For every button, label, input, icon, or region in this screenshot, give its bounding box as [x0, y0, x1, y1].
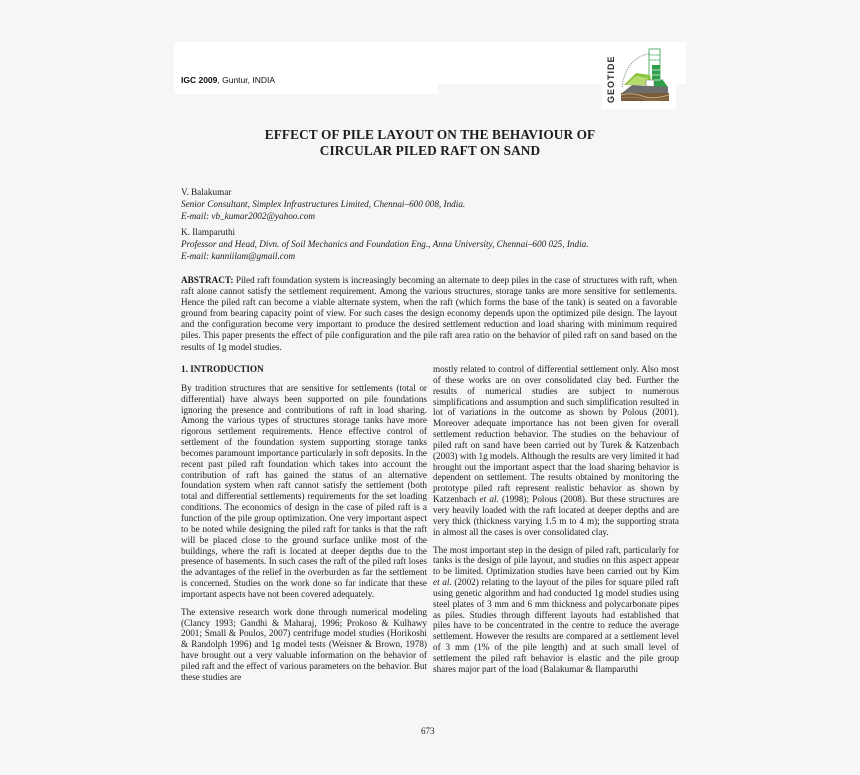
right-column — [433, 364, 679, 682]
paragraph — [433, 545, 679, 675]
conference-label — [181, 75, 275, 85]
paper-title-line-1: EFFECT OF PILE LAYOUT ON THE BEHAVIOUR OF — [264, 127, 596, 142]
author-email: E-mail: vb_kumar2002@yahoo.com — [181, 211, 315, 221]
author-2 — [181, 226, 681, 262]
svg-text:GEOTIDE: GEOTIDE — [606, 55, 616, 103]
author-name: V. Balakumar — [181, 187, 232, 197]
abstract — [181, 275, 677, 353]
geotide-logo — [602, 45, 676, 109]
author-block — [181, 186, 681, 262]
abstract-label: ABSTRACT: — [181, 275, 234, 285]
paragraph-text: mostly related to control of differential settlement only. Also most of these works are on over consolidated clay bed. Further the results of numerical studies are subject to numerous simplifications and assumption and such simplification resulted in lot of variations in the outcome as shown by Polous (2001). Moreover adequate importance has not been given for overall settlement reduction behavior. The studies on the behaviour of piled raft on sand have been carried out by Turek & Katzenbach (2003) with 1g models. Although the results are very limited it had brought out the important aspect that the load sharing behavior is dependent on settlement. The results obtained by monitoring the prototype piled raft represent realistic behavior as shown by Katzenbach — [433, 364, 679, 505]
paper-title-line-2: CIRCULAR PILED RAFT ON SAND — [319, 143, 541, 158]
author-affiliation: Senior Consultant, Simplex Infrastructures Limited, Chennai–600 008, India. — [181, 199, 466, 209]
citation-etal: et al. — [433, 577, 452, 588]
author-name: K. Ilamparuthi — [181, 227, 236, 237]
section-heading: 1. INTRODUCTION — [181, 364, 264, 374]
author-affiliation: Professor and Head, Divn. of Soil Mechanics and Foundation Eng., Anna University, Chennai–600 025, India. — [181, 239, 589, 249]
geotide-logo-icon — [602, 45, 676, 109]
abstract-text: Piled raft foundation system is increasingly becoming an alternate to deep piles in the case of structures with raft, when raft alone cannot satisfy the settlement requirement. Among the various structures, storage tanks are more sensitive for settlements. Hence the piled raft can become a viable alternate system, when the raft (which forms the base of the tank) is seated on a favorable ground from bearing capacity point of view. For such cases the design economy depends upon the optimized pile design. The layout and the configuration become very important to produce the desired settlement reduction and load sharing with minimum required piles. This paper presents the effect of pile configuration and the pile raft area ratio on the behavior of piled raft on sand based on the results of 1g model studies. — [181, 275, 677, 352]
paragraph: The extensive research work done through numerical modeling (Clancy 1993; Gandhi & Maharaj, 1996; Prokoso & Kulhawy 2001; Small & Poulos, 2007) centrifuge model studies (Horikoshi & Randolph 1996) and 1g model tests (Weisner & Brown, 1978) have brought out a very valuable information on the behavior of piled raft and the effect of various parameters on the behavior. But these studies are — [181, 606, 427, 682]
paper-title — [174, 127, 686, 159]
header-band-lower — [174, 84, 438, 94]
page-number: 673 — [421, 726, 435, 736]
paragraph-text: (2002) relating to the layout of the piles for square piled raft using genetic algorithm and had conducted 1g model studies using steel plates of 3 mm and 6 mm thickness and polycarbonate pipes as piles. Studies through different layouts had established that piles have to be concentrated in the centre to reduce the average settlement. However the results are compared at a settlement level of 3 mm (1% of the pile length) and at such small level of settlement the piled raft behavior is elastic and the pile group shares major part of the load (Balakumar & Ilamparuthi — [433, 577, 680, 674]
author-email: E-mail: kanniilam@gmail.com — [181, 251, 296, 261]
paragraph — [433, 364, 679, 538]
citation-etal: et al. — [479, 494, 499, 505]
left-column — [181, 364, 427, 690]
conference-name: IGC 2009 — [181, 75, 218, 85]
paragraph: By tradition structures that are sensitive for settlements (total or differential) have always been supported on pile foundations ignoring the presence and contributions of raft in load sharing. Among the various types of structures storage tanks have more rigorous settlement requirements. Hence effective control of settlement of the foundation system supporting storage tanks becomes paramount importance particularly in soft deposits. In the recent past piled raft foundation which takes into account the contribution of raft has gained the status of an alternative foundation system when raft cannot satisfy the settlement (both total and differential settlements) requirements for the set loading conditions. The economics of design in the case of piled raft is a function of the pile group optimization. One very important aspect to be noted while designing the piled raft for tanks is that the raft will be placed close to the ground surface unlike most of the buildings, where the raft is located at deeper depths due to the presence of basements. In such cases the raft of the piled raft loses the advantages of the relief in the overburden as far the settlement is concerned. Studies on the work done so far indicate that these important aspects have not been covered adequately. — [181, 382, 427, 599]
author-1 — [181, 186, 681, 222]
conference-location: , Guntur, INDIA — [217, 75, 276, 85]
paragraph-text: The most important step in the design of piled raft, particularly for tanks is the design of pile layout, and studies on this aspect appear to be limited. Optimization studies have been carried out by Kim — [433, 544, 679, 577]
paragraph-text: (1998); Polous (2008). But these structures are very heavily loaded with the raft located at deeper depths and are very thick (thickness varying 1.5 m to 4 m); the supporting strata in almost all the cases is over consolidated clay. — [433, 494, 680, 537]
